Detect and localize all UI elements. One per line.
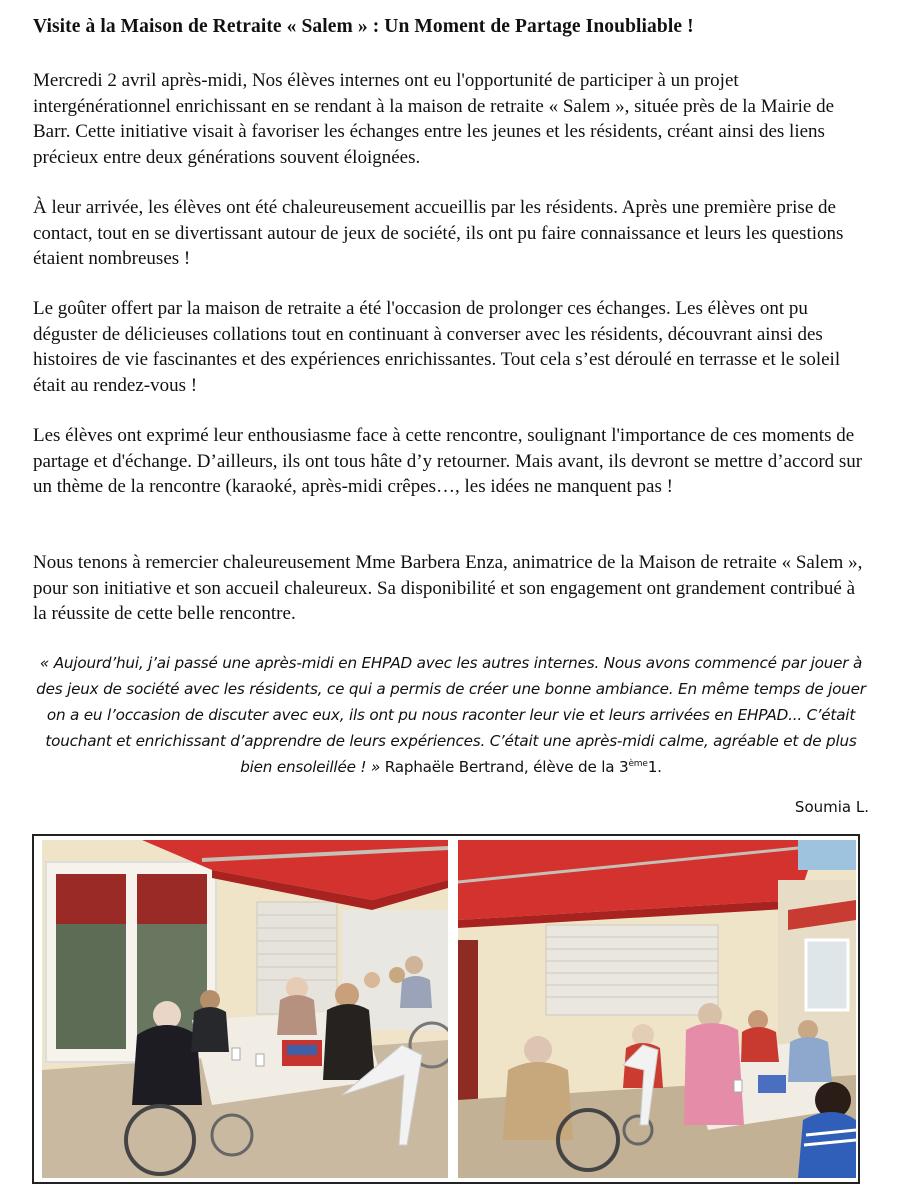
paragraph-4: Les élèves ont exprimé leur enthousiasme face à cette rencontre, soulignant l'importance de ces moments de partage et d'échange. D’ailleurs, ils ont tous hâte d’y retourner. Mais avant, ils devront se mettre d’accord sur un thème de la rencontre (karaoké, après-midi crêpes…, les idées ne manquent pas ! xyxy=(33,425,863,498)
paragraph-5: Nous tenons à remercier chaleureusement Mme Barbera Enza, animatrice de la Maison de retraite « Salem », pour son initiative et son accueil chaleureux. Sa disponibilité et son engagement ont grandement contribué à la réussite de cette belle rencontre. xyxy=(33,552,863,625)
paragraph-3: Le goûter offert par la maison de retraite a été l'occasion de prolonger ces échanges. Les élèves ont pu déguster de délicieuses collations tout en continuant à converser avec les résidents, découvrant ainsi des histoires de vie fascinantes et des expériences enrichissantes. Tout cela s’est déroulé en terrasse et le soleil était au rendez-vous ! xyxy=(33,298,841,396)
photo-terrace-goûter xyxy=(458,840,856,1178)
quote-text: « Aujourd’hui, j’ai passé une après-midi en EHPAD avec les autres internes. Nous avons commencé par jouer à des jeux de société avec les résidents, ce qui a permis de créer une bonne ambiance. En même temps de jouer on a eu l’occasion de discuter avec eux, ils ont pu nous raconter leur vie et leurs arrivées en EHPAD... C’était touchant et enrichissant d’apprendre de leurs expériences. C’était une après-midi calme, agréable et de plus bien ensoleillée ! » xyxy=(36,654,866,776)
article-title: Visite à la Maison de Retraite « Salem » : Un Moment de Partage Inoubliable ! xyxy=(33,16,694,37)
photo-frame xyxy=(32,834,860,1184)
photo-terrace-board-games xyxy=(42,840,448,1178)
quote-author xyxy=(385,758,662,776)
author-signature: Soumia L. xyxy=(794,798,869,816)
quote-class-num: 1. xyxy=(647,758,662,776)
quote-class-sup: ème xyxy=(628,758,648,769)
quote-author-name: Raphaële Bertrand, élève de la 3 xyxy=(384,758,629,776)
paragraph-1: Mercredi 2 avril après-midi, Nos élèves internes ont eu l'opportunité de participer à un projet intergénérationnel enrichissant en se rendant à la maison de retraite « Salem », située près de la Mairie de Barr. Cette initiative visait à favoriser les échanges entre les jeunes et les résidents, créant ainsi des liens précieux entre deux générations souvent éloignées. xyxy=(33,70,835,168)
student-quote xyxy=(33,650,869,780)
paragraph-2: À leur arrivée, les élèves ont été chaleureusement accueillis par les résidents. Après une première prise de contact, tout en se divertissant autour de jeux de société, ils ont pu faire connaissance et leurs les questions étaient nombreuses ! xyxy=(33,197,844,270)
article xyxy=(33,14,869,816)
